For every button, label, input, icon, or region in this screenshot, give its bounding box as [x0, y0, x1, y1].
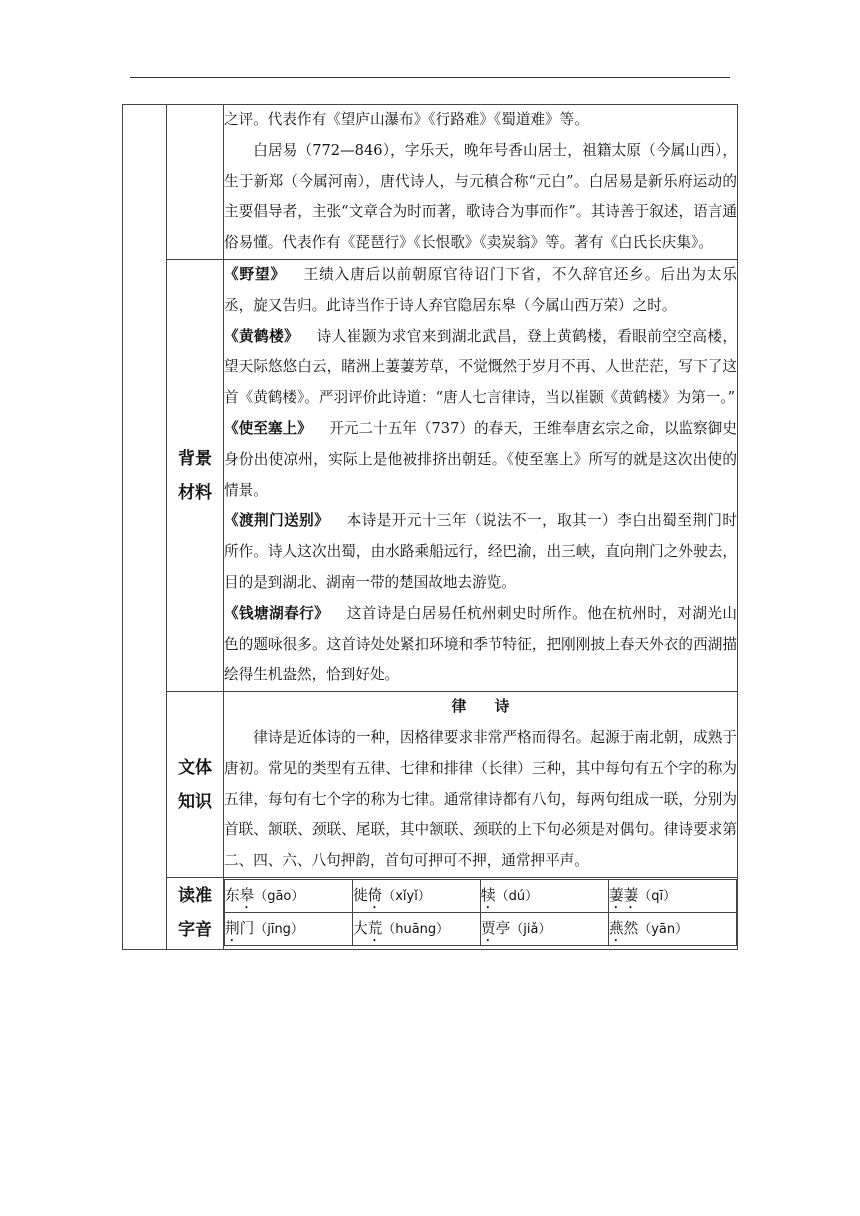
background-item [224, 414, 737, 506]
background-text: 诗人崔颢为求官来到湖北武昌，登上黄鹤楼，看眼前空空高楼，望天际悠悠白云，睹洲上萋萋芳草，不觉慨然于岁月不再、人世茫茫，写下了这首《黄鹤楼》。严羽评价此诗道：“唐人七言律诗，当以崔颢《黄鹤楼》为第一。” [224, 327, 737, 407]
pronunciation-item: 徙倚（xǐyǐ） [353, 879, 481, 912]
header-rule [130, 77, 730, 78]
pronunciation-item: 东皋（gāo） [225, 879, 353, 912]
genre-row [123, 692, 738, 878]
author-intro-cell [224, 105, 738, 260]
background-item [224, 506, 737, 598]
li-bai-intro-tail: 之评。代表作有《望庐山瀑布》《行路难》《蜀道难》等。 [224, 111, 589, 128]
pronunciation-item: 犊（dú） [481, 879, 609, 912]
genre-heading: 律 诗 [451, 698, 510, 716]
pronunciation-label: 读准 字音 [167, 877, 224, 949]
pronunciation-item: 大荒（huāng） [353, 912, 481, 945]
bai-juyi-intro: 白居易（772—846），字乐天，晚年号香山居士，祖籍太原（今属山西），生于新郑（今属河南），唐代诗人，与元稹合称“元白”。白居易是新乐府运动的主要倡导者，主张“文章合为时而著，歌诗合为事而作”。其诗善于叙述，语言通俗易懂。代表作有《琵琶行》《长恨歌》《卖炭翁》等。著有《白氏长庆集》。 [224, 141, 737, 252]
genre-text: 律诗是近体诗的一种，因格律要求非常严格而得名。起源于南北朝，成熟于唐初。常见的类型有五律、七律和排律（长律）三种，其中每句有五个字的称为五律，每句有七个字的称为七律。通常律诗都有八句，每两句组成一联，分别为首联、颔联、颈联、尾联，其中颔联、颈联的上下句必须是对偶句。律诗要求第二、四、六、八句押韵，首句可押可不押，通常押平声。 [224, 728, 737, 870]
pronunciation-content [224, 877, 738, 949]
author-row [123, 105, 738, 260]
genre-label: 文体 知识 [167, 692, 224, 878]
background-item [224, 322, 737, 414]
background-text: 这首诗是白居易任杭州刺史时所作。他在杭州时，对湖光山色的题咏很多。这首诗处处紧扣环境和季节特征，把刚刚披上春天外衣的西湖描绘得生机盎然，恰到好处。 [224, 604, 737, 684]
pronunciation-item: 荆门（jīng） [225, 912, 353, 945]
background-row [123, 259, 738, 691]
background-item [224, 260, 737, 322]
poem-title: 《使至塞上》 [224, 419, 312, 437]
author-label-cell [167, 105, 224, 260]
background-item [224, 599, 737, 691]
pronunciation-item: 燕然（yān） [609, 912, 737, 945]
lesson-table [122, 104, 738, 950]
pronunciation-grid [224, 879, 737, 946]
background-text: 本诗是开元十三年（说法不一，取其一）李白出蜀至荆门时所作。诗人这次出蜀，由水路乘船远行，经巴渝，出三峡，直向荆门之外驶去，目的是到湖北、湖南一带的楚国故地去游览。 [224, 512, 737, 591]
pronunciation-item: 贾亭（jiǎ） [481, 912, 609, 945]
background-content [224, 259, 738, 691]
poem-title: 《黄鹤楼》 [224, 327, 300, 345]
background-text: 王绩入唐后以前朝原官待诏门下省，不久辞官还乡。后出为太乐丞，旋又告归。此诗当作于诗人弃官隐居东皋（今属山西万荣）之时。 [224, 265, 737, 314]
background-label: 背景 材料 [167, 259, 224, 691]
poem-title: 《渡荆门送别》 [224, 512, 330, 530]
poem-title: 《野望》 [224, 265, 287, 283]
pronunciation-line [225, 912, 737, 945]
pronunciation-item: 萋萋（qī） [609, 879, 737, 912]
background-text: 开元二十五年（737）的春天，王维奉唐玄宗之命，以监察御史身份出使凉州，实际上是他被排挤出朝廷。《使至塞上》所写的就是这次出使的情景。 [224, 419, 737, 499]
pronunciation-row [123, 877, 738, 949]
pronunciation-line [225, 879, 737, 912]
poem-title: 《钱塘湖春行》 [224, 604, 330, 622]
genre-content [224, 692, 738, 878]
outer-left-cell [123, 105, 167, 950]
